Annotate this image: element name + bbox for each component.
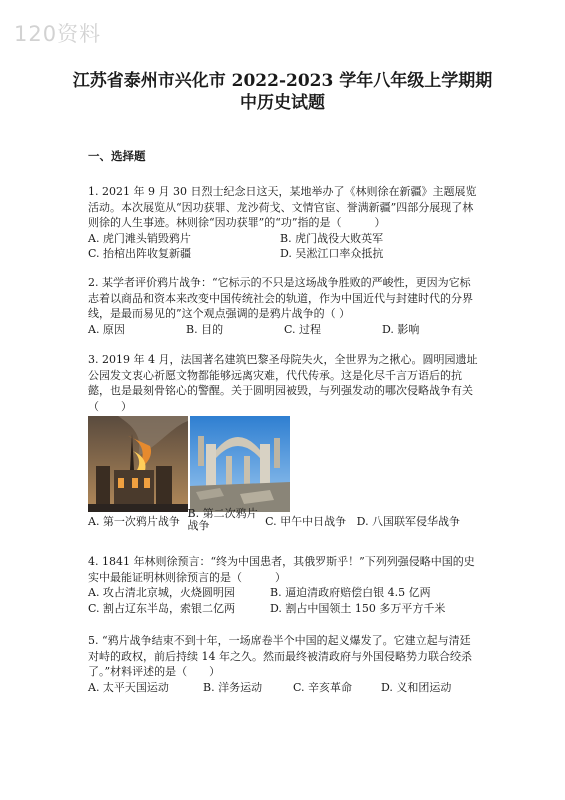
watermark: 120资料	[14, 22, 102, 46]
option-d[interactable]: D. 吴淞江口率众抵抗	[280, 247, 384, 260]
options	[88, 680, 480, 696]
option-d[interactable]: D. 八国联军侵华战争	[356, 515, 461, 528]
section-heading: 一、选择题	[88, 149, 146, 163]
question-stem: 3. 2019 年 4 月，法国著名建筑巴黎圣母院失火，全世界为之揪心。圆明园遗址公园发文衷心祈愿文物都能够远离灾难，代代传承。这是化尽千言万语后的抗懿，也是最刻骨铭心的警醒。关于圆明园被毁，与列强发动的哪次侵略战争有关（ ）	[88, 353, 478, 413]
options	[88, 585, 480, 616]
option-b[interactable]: B. 洋务运动	[203, 680, 263, 694]
option-d[interactable]: D. 义和团运动	[381, 680, 452, 694]
option-b[interactable]: B. 目的	[186, 322, 224, 336]
options	[88, 322, 480, 338]
option-a[interactable]: A. 攻占清北京城，火烧圆明园	[88, 586, 235, 599]
yuanmingyuan-ruins-image	[190, 416, 290, 512]
option-d[interactable]: D. 影响	[382, 322, 420, 336]
option-a[interactable]: A. 原因	[88, 322, 125, 336]
options	[88, 231, 480, 262]
option-d[interactable]: D. 割占中国领土 150 多万平方千米	[270, 601, 446, 615]
option-a[interactable]: A. 太平天国运动	[88, 680, 169, 694]
question-stem: 1. 2021 年 9 月 30 日烈士纪念日这天，某地举办了《林则徐在新疆》主题展览活动。本次展览从“因功获罪、龙沙荷戈、文情官宦、誉满新疆”四部分展现了林则徐的人生事迹。林则徐“因功获罪”的“功”指的是（ ）	[88, 185, 477, 229]
option-b[interactable]: B. 第二次鸦片战争	[187, 507, 258, 532]
option-b[interactable]: B. 虎门战役大败英军	[280, 231, 384, 245]
question-2	[88, 275, 480, 337]
option-b[interactable]: B. 逼迫清政府赔偿白银 4.5 亿两	[270, 586, 431, 599]
question-stem: 4. 1841 年林则徐预言：“终为中国患者，其俄罗斯乎！”下列列强侵略中国的史实中最能证明林则徐预言的是（ ）	[88, 555, 475, 584]
page-title	[60, 70, 505, 114]
option-c[interactable]: C. 过程	[284, 322, 322, 336]
question-stem: 2. 某学者评价鸦片战争：“它标示的不只是这场战争胜败的严峻性，更因为它标志着以商品和资本来改变中国传统社会的轨道，作为中国近代与封建时代的分界线，是最而易见的”这个观点强调的是鸦片战争的（ ）	[88, 276, 473, 320]
option-a[interactable]: A. 虎门滩头销毁鸦片	[88, 231, 191, 245]
question-5	[88, 633, 480, 695]
option-c[interactable]: C. 甲午中日战争	[265, 515, 347, 528]
option-c[interactable]: C. 辛亥革命	[293, 680, 353, 694]
options	[88, 507, 480, 532]
title-line-2: 中历史试题	[240, 93, 325, 113]
question-4	[88, 554, 480, 616]
question-3	[88, 352, 480, 532]
option-c[interactable]: C. 割占辽东半岛，索银二亿两	[88, 601, 236, 615]
title-line-1: 江苏省泰州市兴化市 2022-2023 学年八年级上学期期	[72, 71, 493, 91]
notre-dame-fire-image	[88, 416, 188, 512]
option-a[interactable]: A. 第一次鸦片战争	[88, 515, 180, 528]
question-stem: 5. “鸦片战争结束不到十年，一场席卷半个中国的起义爆发了。它建立起与清廷对峙的政权，前后持续 14 年之久。然而最终被清政府与外国侵略势力联合绞杀了。”材料评述的是（ ）	[88, 634, 472, 678]
question-1	[88, 184, 480, 262]
option-c[interactable]: C. 抬棺出阵收复新疆	[88, 247, 192, 260]
image-row	[88, 416, 480, 512]
